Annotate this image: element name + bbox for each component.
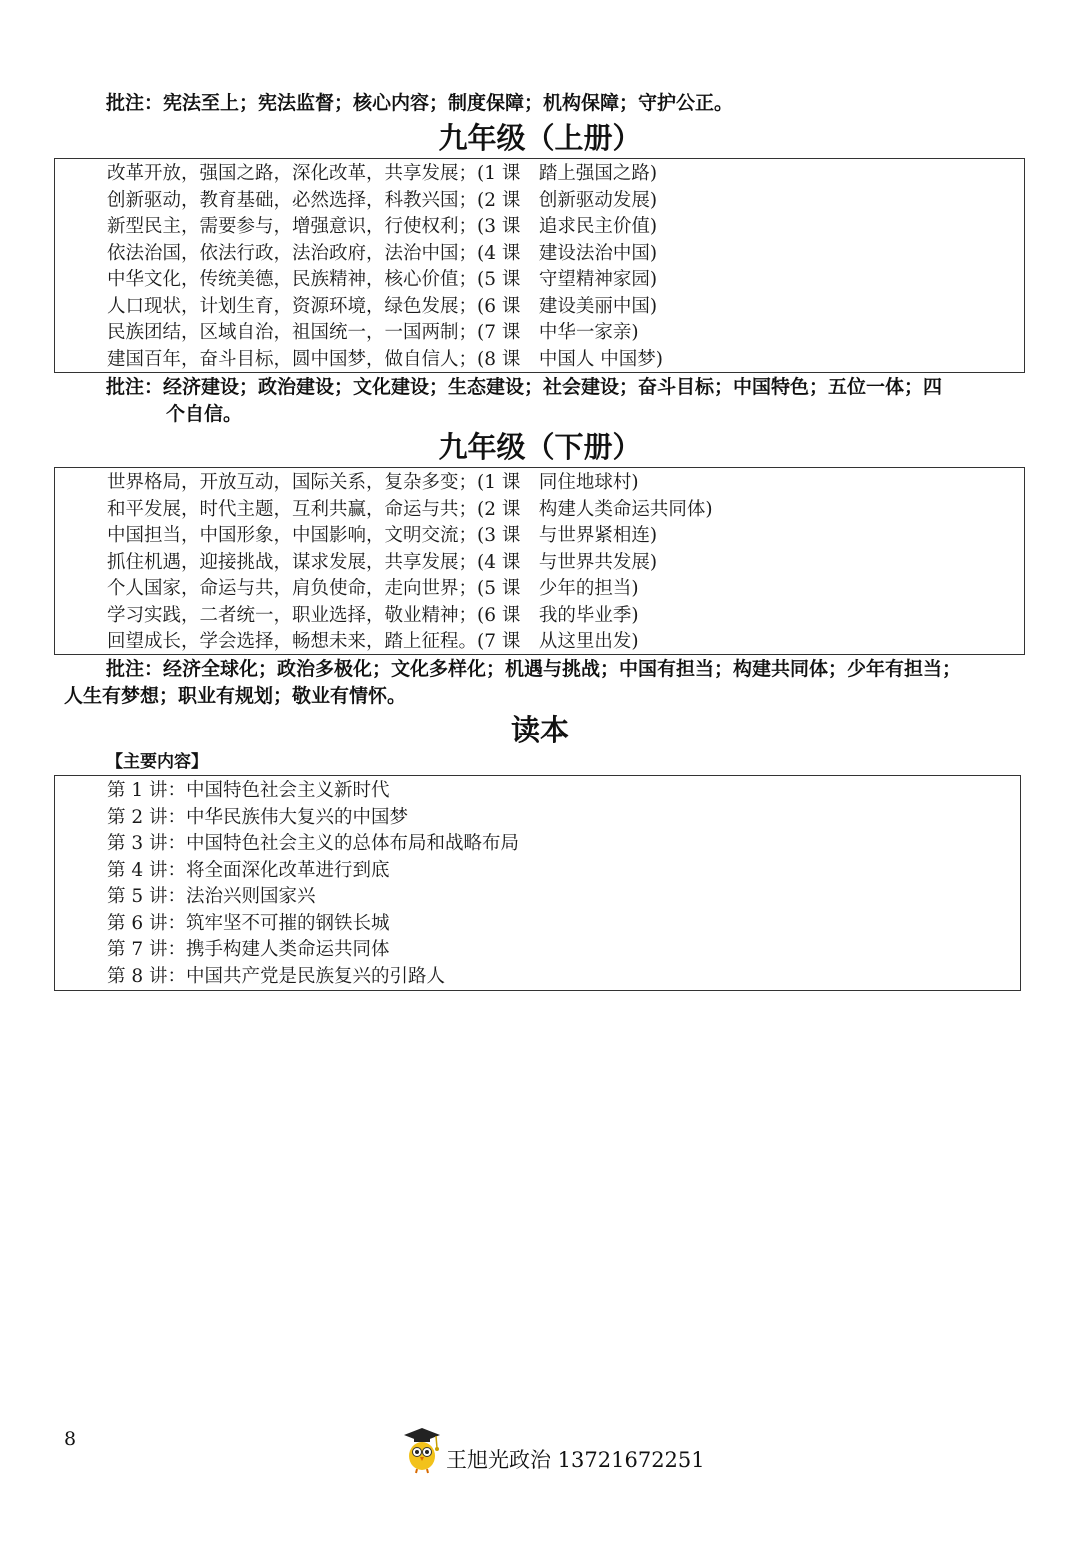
lesson-box-grade9-vol1 bbox=[54, 158, 1025, 373]
note-text: 批注：宪法至上；宪法监督；核心内容；制度保障；机构保障；守护公正。 bbox=[106, 92, 734, 114]
lesson-line: 建国百年，奋斗目标，圆中国梦，做自信人；(8 课 中国人 中国梦) bbox=[107, 348, 663, 370]
footer bbox=[402, 1422, 705, 1478]
page-number: 8 bbox=[64, 1428, 77, 1450]
section-title-grade9-vol1: 九年级（上册） bbox=[438, 121, 642, 155]
lecture-line: 第 4 讲：将全面深化改革进行到底 bbox=[107, 859, 390, 881]
note-line: 人生有梦想；职业有规划；敬业有情怀。 bbox=[64, 685, 407, 707]
lesson-line: 新型民主，需要参与，增强意识，行使权利；(3 课 追求民主价值) bbox=[107, 216, 658, 237]
lecture-line: 第 2 讲：中华民族伟大复兴的中国梦 bbox=[107, 806, 409, 828]
reader-subtitle: 【主要内容】 bbox=[106, 752, 208, 772]
lesson-box-reader bbox=[54, 775, 1021, 991]
note-grade9-vol2 bbox=[0, 656, 1080, 710]
footer-text: 王旭光政治 13721672251 bbox=[446, 1448, 705, 1472]
note-line: 批注：经济全球化；政治多极化；文化多样化；机遇与挑战；中国有担当；构建共同体；少年有担当； bbox=[106, 658, 962, 680]
note-line: 个自信。 bbox=[166, 403, 243, 425]
lesson-line: 回望成长，学会选择，畅想未来，踏上征程。(7 课 从这里出发) bbox=[107, 631, 639, 652]
lecture-line: 第 5 讲：法治兴则国家兴 bbox=[107, 886, 316, 907]
lesson-line: 改革开放，强国之路，深化改革，共享发展；(1 课 踏上强国之路) bbox=[107, 163, 658, 184]
lecture-line: 第 6 讲：筑牢坚不可摧的钢铁长城 bbox=[107, 912, 390, 934]
graduate-owl-icon bbox=[402, 1426, 442, 1478]
lesson-line: 和平发展，时代主题，互利共赢，命运与共；(2 课 构建人类命运共同体) bbox=[107, 498, 713, 520]
lesson-line: 民族团结，区域自治，祖国统一，一国两制；(7 课 中华一家亲) bbox=[107, 322, 639, 343]
lecture-line: 第 1 讲：中国特色社会主义新时代 bbox=[107, 780, 390, 801]
lecture-line: 第 7 讲：携手构建人类命运共同体 bbox=[107, 939, 390, 960]
lesson-line: 世界格局，开放互动，国际关系，复杂多变；(1 课 同住地球村) bbox=[107, 472, 639, 493]
note-grade9-vol1 bbox=[0, 374, 1080, 428]
lesson-line: 人口现状，计划生育，资源环境，绿色发展；(6 课 建设美丽中国) bbox=[107, 295, 658, 317]
lesson-line: 创新驱动，教育基础，必然选择，科教兴国；(2 课 创新驱动发展) bbox=[107, 189, 658, 211]
note-line: 批注：经济建设；政治建设；文化建设；生态建设；社会建设；奋斗目标；中国特色；五位一体；四 bbox=[106, 376, 943, 398]
lesson-box-grade9-vol2 bbox=[54, 467, 1025, 655]
lesson-line: 中国担当，中国形象，中国影响，文明交流；(3 课 与世界紧相连) bbox=[107, 525, 658, 546]
top-note bbox=[0, 90, 1080, 117]
lesson-line: 个人国家，命运与共，肩负使命，走向世界；(5 课 少年的担当) bbox=[107, 578, 639, 599]
lesson-line: 抓住机遇，迎接挑战，谋求发展，共享发展；(4 课 与世界共发展) bbox=[107, 551, 658, 573]
lesson-line: 学习实践，二者统一，职业选择，敬业精神；(6 课 我的毕业季) bbox=[107, 604, 639, 626]
section-title-reader: 读本 bbox=[510, 713, 569, 747]
lecture-line: 第 3 讲：中国特色社会主义的总体布局和战略布局 bbox=[107, 833, 520, 854]
lesson-line: 中华文化，传统美德，民族精神，核心价值；(5 课 守望精神家园) bbox=[107, 269, 658, 290]
lecture-line: 第 8 讲：中国共产党是民族复兴的引路人 bbox=[107, 965, 446, 987]
section-title-grade9-vol2: 九年级（下册） bbox=[438, 430, 642, 464]
lesson-line: 依法治国，依法行政，法治政府，法治中国；(4 课 建设法治中国) bbox=[107, 242, 658, 264]
